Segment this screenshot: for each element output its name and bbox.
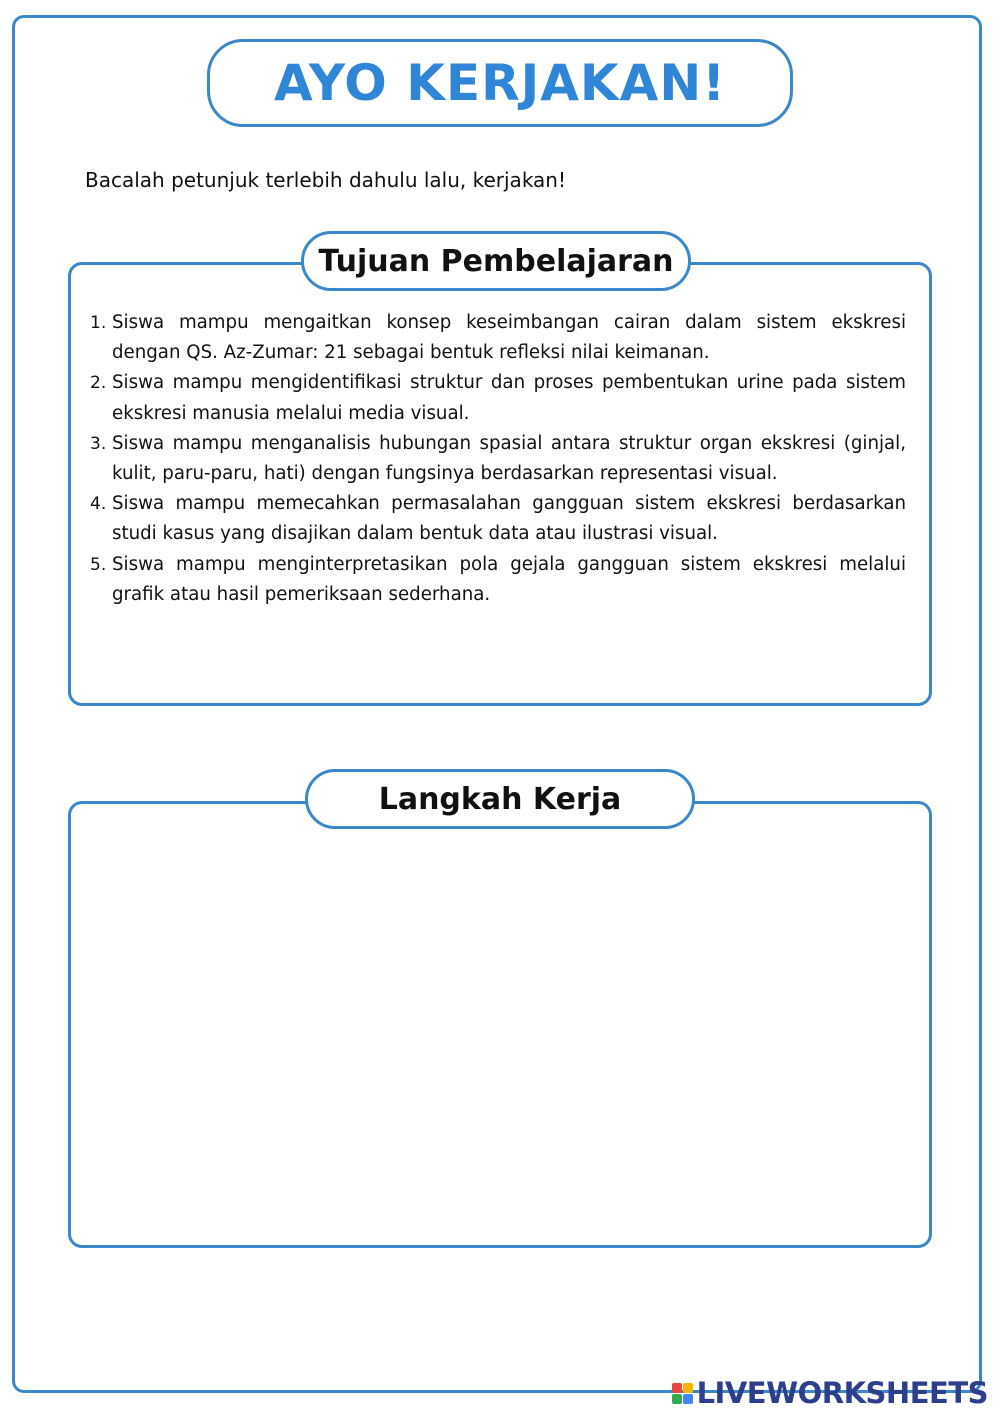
learning-goals-heading: Tujuan Pembelajaran — [301, 231, 691, 291]
list-item — [90, 489, 906, 549]
list-item-text: Siswa mampu menganalisis hubungan spasial antara struktur organ ekskresi (ginjal, kulit, paru-paru, hati) dengan fungsinya berdasarkan representasi visual. — [112, 432, 906, 485]
list-item-number: 4. — [90, 494, 107, 515]
logo-text: LIVEWORKSHEETS — [696, 1376, 988, 1410]
list-item-text: Siswa mampu mengaitkan konsep keseimbangan cairan dalam sistem ekskresi dengan QS. Az-Zumar: 21 sebagai bentuk refleksi nilai keimanan. — [112, 312, 906, 364]
list-item-number: 2. — [90, 373, 107, 394]
work-steps-box[interactable] — [68, 801, 932, 1248]
list-item — [90, 368, 906, 428]
liveworksheets-logo-icon — [672, 1383, 693, 1404]
instruction-text: Bacalah petunjuk terlebih dahulu lalu, kerjakan! — [85, 168, 566, 192]
work-steps-heading: Langkah Kerja — [305, 769, 695, 829]
list-item-text: Siswa mampu menginterpretasikan pola gejala gangguan sistem ekskresi melalui grafik atau hasil pemeriksaan sederhana. — [112, 553, 906, 605]
page-title: AYO KERJAKAN! — [273, 54, 727, 112]
list-item — [90, 550, 906, 610]
list-item-number: 5. — [90, 554, 107, 575]
list-item — [90, 308, 906, 368]
list-item-text: Siswa mampu memecahkan permasalahan gangguan sistem ekskresi berdasarkan studi kasus yang disajikan dalam bentuk data atau ilustrasi visual. — [112, 493, 906, 545]
learning-goals-list — [90, 308, 906, 610]
liveworksheets-logo — [672, 1376, 988, 1410]
title-banner — [207, 39, 793, 127]
list-item-number: 1. — [90, 313, 107, 333]
list-item-text: Siswa mampu mengidentifikasi struktur dan proses pembentukan urine pada sistem ekskresi manusia melalui media visual. — [112, 372, 906, 424]
list-item — [90, 429, 906, 489]
list-item-number: 3. — [90, 433, 107, 454]
